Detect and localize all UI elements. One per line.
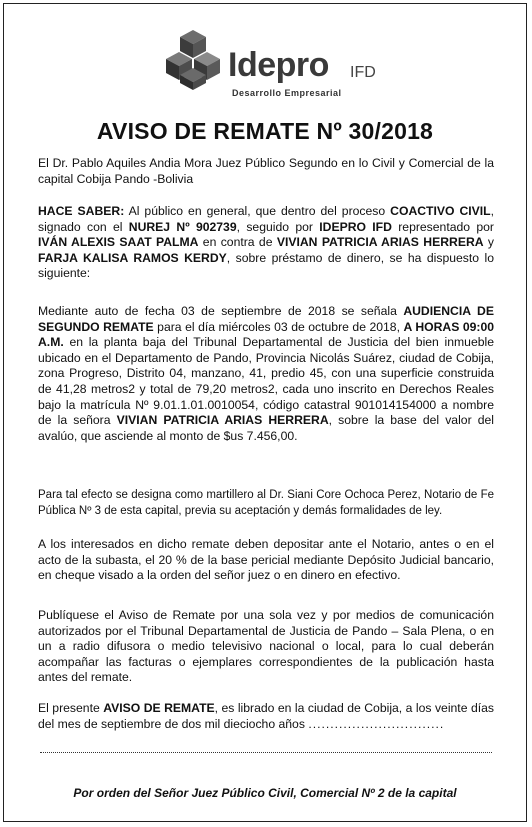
- bold-text: HACE SABER:: [38, 204, 125, 218]
- publication-paragraph: Publíquese el Aviso de Remate por una sola vez y por medios de comunicación autorizados por el Tribunal Departamental de Justicia de Pando – Sala Plena, o en un a radio difusora o medio televisivo nacional o local, para lo cual deberán acompañar las facturas o ejemplares correspondientes de la publicación hasta antes del remate.: [38, 608, 494, 685]
- notice-title: AVISO DE REMATE Nº 30/2018: [96, 118, 434, 144]
- text-span: , sobre la base del valor del avalúo, que asciende al monto de $us 7.456,00.: [38, 413, 495, 443]
- bold-text: NUREJ Nº 902739: [128, 219, 237, 234]
- brand-name: Idepro: [228, 46, 329, 84]
- bold-text: COACTIVO CIVIL: [390, 204, 491, 218]
- bold-text: VIVIAN PATRICIA ARIAS HERRERA: [276, 235, 484, 250]
- text-span: El presente: [38, 701, 104, 715]
- notice-page: [3, 3, 527, 822]
- idepro-logo: [162, 28, 402, 108]
- bold-text: A HORAS 09:00 A.M.: [38, 319, 494, 350]
- text-span: en la planta baja del Tribunal Departamental de Justicia del bien inmueble ubicado en el Departamento de Pando, Provincia Nicolás Suárez, ciudad de Cobija, zona Progreso, Distrito 04, manzano, 41, predio 45, con una superficie construida de 41,28 metros2 y total de 79,20 metros2, cada uno inscrito en Derechos Reales bajo la matrícula Nº 9.01.1.01.0010054, código catastral 901014154000 a nombre de la señora: [38, 335, 494, 428]
- text-span: representado por: [391, 219, 494, 234]
- text-span: Al público en general, que dentro del proceso: [124, 204, 391, 218]
- auctioneer-paragraph: Para tal efecto se designa como martillero al Dr. Siani Core Ochoca Perez, Notario de Fe Pública Nº 3 de esta capital, previa su aceptación y demás formalidades de ley.: [38, 489, 494, 517]
- bold-text: VIVIAN PATRICIA ARIAS HERRERA: [116, 413, 329, 428]
- text-span: en contra de: [198, 235, 277, 250]
- brand-suffix: IFD: [350, 64, 376, 81]
- text-span: , sobre préstamo de dinero, se ha dispuesto lo siguiente:: [38, 250, 494, 281]
- auction-details-paragraph: [38, 304, 494, 444]
- footer-order-line: Por orden del Señor Juez Público Civil, Comercial Nº 2 de la capital: [73, 786, 457, 800]
- text-span: y: [483, 235, 495, 250]
- text-span: para el día miércoles 03 de octubre de 2018,: [153, 319, 404, 334]
- judge-intro-paragraph: El Dr. Pablo Aquiles Andia Mora Juez Público Segundo en lo Civil y Comercial de la capital Cobija Pando -Bolivia: [38, 156, 494, 186]
- signature-dots: ...............................: [308, 716, 445, 731]
- text-span: , es librado en la ciudad de Cobija, a los veinte días del mes de septiembre de dos mil dieciocho años: [38, 701, 494, 731]
- stacked-cubes-logo-icon: [162, 28, 224, 92]
- hace-saber-paragraph: [38, 204, 494, 282]
- brand-tagline: Desarrollo Empresarial: [232, 88, 342, 98]
- bold-text: IDEPRO IFD: [319, 219, 392, 234]
- bold-text: IVÁN ALEXIS SAAT PALMA: [38, 235, 199, 250]
- deposit-paragraph: A los interesados en dicho remate deben depositar ante el Notario, antes o en el acto de la subasta, el 20 % de la base pericial mediante Depósito Judicial bancario, en cheque visado a la orden del señor juez o en dinero en efectivo.: [38, 537, 494, 583]
- text-span: , signado con el: [38, 204, 495, 234]
- bold-text: AVISO DE REMATE: [103, 701, 215, 715]
- bold-text: AUDIENCIA DE SEGUNDO REMATE: [38, 304, 494, 334]
- dotted-separator: [40, 752, 492, 753]
- closing-paragraph: [38, 701, 494, 732]
- bold-text: FARJA KALISA RAMOS KERDY: [38, 250, 227, 265]
- text-span: , seguido por: [236, 219, 320, 234]
- text-span: Mediante auto de fecha 03 de septiembre de 2018 se señala: [38, 304, 404, 318]
